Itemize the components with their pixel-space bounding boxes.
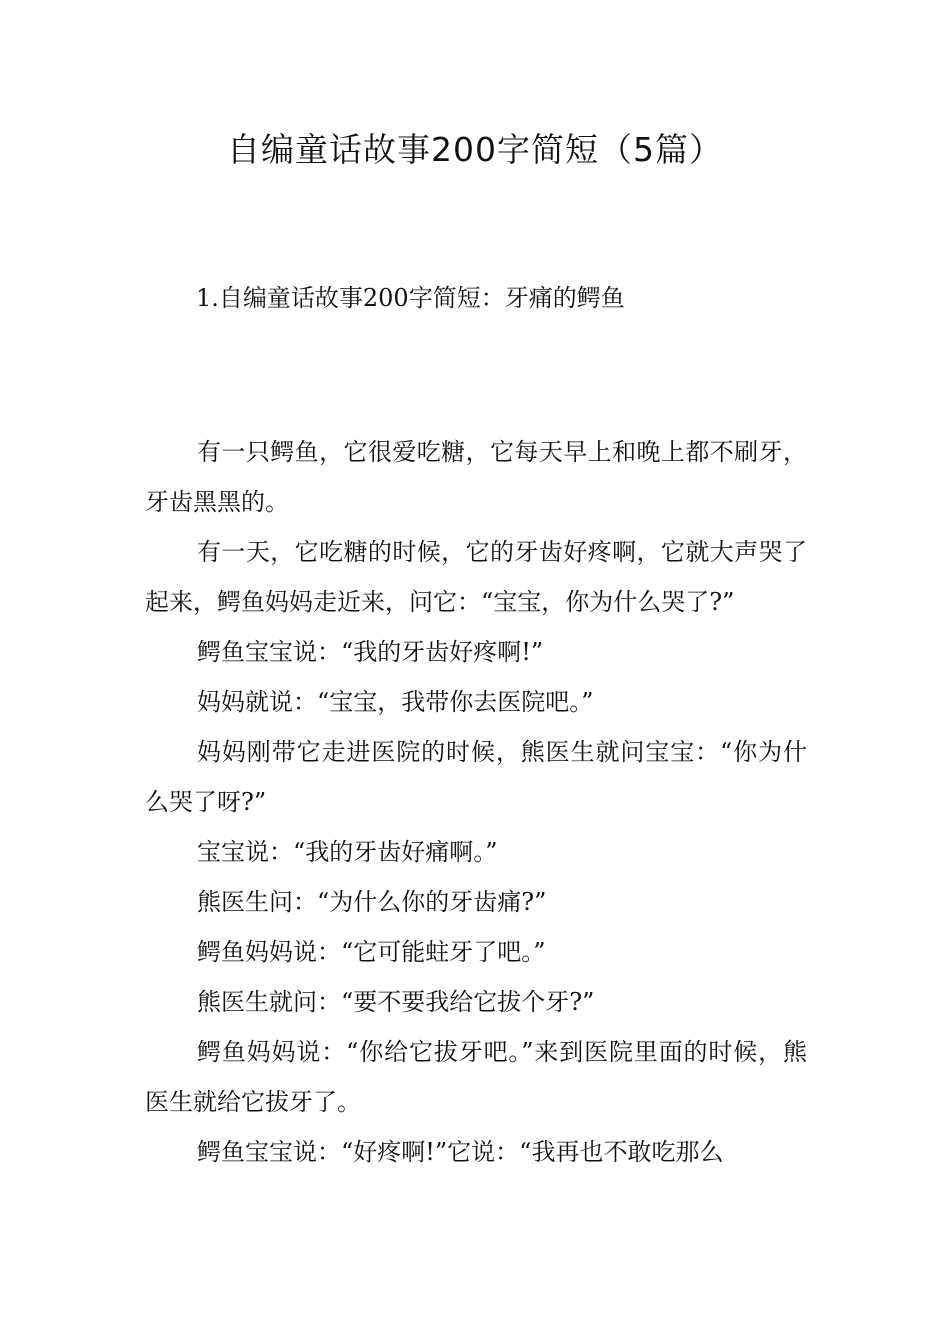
section-heading: 1.自编童话故事200字简短：牙痛的鳄鱼 bbox=[196, 284, 625, 312]
paragraph: 鳄鱼宝宝说：“我的牙齿好疼啊!” bbox=[197, 638, 544, 666]
paragraph: 鳄鱼宝宝说：“好疼啊!”它说：“我再也不敢吃那么 bbox=[197, 1138, 724, 1166]
paragraph: 妈妈就说：“宝宝，我带你去医院吧。” bbox=[197, 688, 594, 716]
paragraph: 熊医生问：“为什么你的牙齿痛?” bbox=[197, 888, 547, 916]
paragraph: 熊医生就问：“要不要我给它拔个牙?” bbox=[197, 988, 595, 1016]
paragraph: 宝宝说：“我的牙齿好痛啊。” bbox=[197, 838, 498, 866]
story-body bbox=[145, 427, 807, 1177]
document-title: 自编童话故事200字简短（5篇） bbox=[227, 130, 723, 169]
paragraph: 妈妈刚带它走进医院的时候，熊医生就问宝宝：“你为什么哭了呀?” bbox=[145, 738, 807, 816]
paragraph: 有一只鳄鱼，它很爱吃糖，它每天早上和晚上都不刷牙，牙齿黑黑的。 bbox=[145, 438, 807, 516]
paragraph: 鳄鱼妈妈说：“它可能蛀牙了吧。” bbox=[197, 938, 546, 966]
paragraph: 有一天，它吃糖的时候，它的牙齿好疼啊，它就大声哭了起来，鳄鱼妈妈走近来，问它：“宝宝，你为什么哭了?” bbox=[145, 538, 807, 616]
paragraph: 鳄鱼妈妈说：“你给它拔牙吧。”来到医院里面的时候，熊医生就给它拔牙了。 bbox=[145, 1038, 807, 1116]
